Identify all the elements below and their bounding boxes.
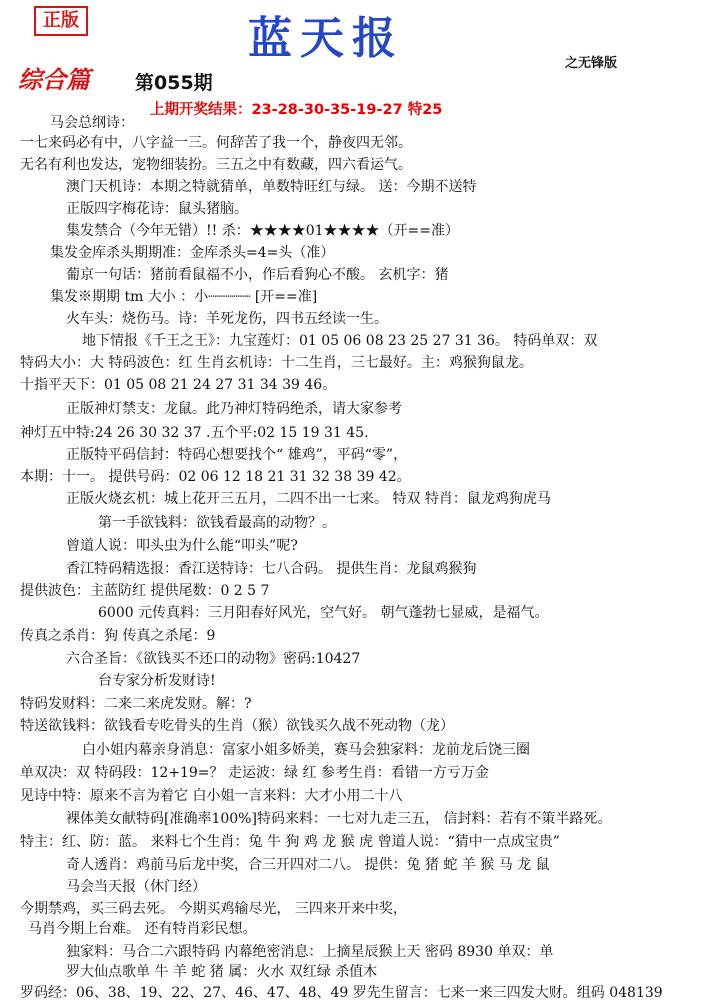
text-line: 传真之杀肖：狗 传真之杀尾：9 [20,628,216,644]
text-line: 特码发财料：二来二来虎发财。解：? [20,696,252,712]
text-line: 白小姐内幕亲身消息：富家小姐多娇美，赛马会独家料：龙前龙后饶三圈 [82,742,530,758]
text-line: 奇人透肖：鸡前马后龙中奖，合三开四对二八。 提供：兔 猪 蛇 羊 猴 马 龙 鼠 [66,857,550,873]
issue-number: 第055期 [135,72,213,94]
text-line: 裸体美女献特码[准确率100%]特码来料：一七对九走三五， 信封料：若有不策半路死。 [66,811,612,827]
text-line: 特送欲钱料：欲钱看专吃骨头的生肖（猴）欲钱买久战不死动物（龙） [20,718,454,734]
zhengban-badge: 正版 [34,6,88,36]
text-line: 本期：十一。 提供号码：02 06 12 18 21 31 32 38 39 42。 [20,469,411,485]
text-line: 澳门天机诗：本期之特就猜单，单数特旺红与绿。 送：今期不送特 [66,179,477,195]
text-line: 集发※期期 tm 大小 ：小┈┈┈┈┈ [开==准] [50,289,318,305]
text-line: 正版四字梅花诗：鼠头猪脑。 [66,201,248,217]
text-line: 罗码经：06、38、19、22、27、46、47、48、49 罗先生留言：七来一来三四发大财。组码 048139 [20,985,663,1001]
category-label: 综合篇 [18,65,90,94]
edition-label: 之无锋版 [565,56,618,71]
text-line: 特码大小：大 特码波色：红 生肖玄机诗：十二生肖，三七最好。主：鸡猴狗鼠龙。 [20,355,533,371]
text-line: 正版火烧玄机：城上花开三五月，二四不出一七来。 特双 特肖：鼠龙鸡狗虎马 [66,491,551,507]
text-line: 葡京一句话：猪前看鼠福不小，作后看狗心不酸。 玄机字：猪 [66,267,449,283]
text-line: 香江特码精选报：香江送特诗：七八合码。 提供生肖：龙鼠鸡猴狗 [66,561,477,577]
text-line: 曾道人说：叩头虫为什么能“叩头”呢? [66,538,298,554]
text-line: 无名有利也发达，宠物细装扮。三五之中有数藏，四六看运气。 [20,157,412,173]
text-line: 马肖今期上台难。 还有特肖彩民想。 [28,921,257,937]
text-line: 地下情报《千王之王》：九宝莲灯：01 05 06 08 23 25 27 31 36。 特码单双：双 [82,333,598,349]
text-line: 第一手欲钱料：欲钱看最高的动物？。 [98,515,336,531]
text-line: 今期禁鸡，买三码去死。 今期买鸡输尽光， 三四来开来中奖， [20,901,407,917]
text-line: 马会总纲诗： [50,115,134,131]
text-line: 神灯五中特:24 26 30 32 37 .五个平:02 15 19 31 45. [20,425,369,441]
text-line: 特主：红、防：蓝。 来料七个生肖：兔 牛 狗 鸡 龙 猴 虎 曾道人说：“猜中一点成宝贵” [20,834,560,850]
text-line: 集发禁合（今年无错）!! 杀：★★★★01★★★★（开==准） [66,223,459,239]
text-line: 正版神灯禁支：龙鼠。此乃神灯特码绝杀，请大家参考 [66,401,402,417]
text-line: 独家料：马合二六跟特码 内幕绝密消息：上摘星辰猴上天 密码 8930 单双：单 [66,944,554,960]
text-line: 一七来码必有中，八字益一三。何辞苦了我一个，静夜四无邻。 [20,135,412,151]
text-line: 正版特平码信封：特码心想要找个“ 雄鸡”，平码“零”， [66,447,408,463]
text-line: 马会当天报（休门经） [66,879,206,895]
text-line: 6000 元传真料：三月阳春好风光，空气好。 朝气蓬勃七显威，是福气。 [98,605,549,621]
text-line: 单双决：双 特码段：12+19=？ 走运波：绿 红 参考生肖：看错一方亏万金 [20,765,489,781]
text-line: 罗大仙点歌单 牛 羊 蛇 猪 属：火水 双红绿 杀值木 [66,964,378,980]
last-result: 上期开奖结果：23-28-30-35-19-27 特25 [150,102,443,118]
text-line: 十指平天下：01 05 08 21 24 27 31 34 39 46。 [20,377,337,393]
text-line: 台专家分析发财诗! [98,673,216,689]
text-line: 集发金库杀头期期准：金库杀头=4=头（准） [50,245,335,261]
text-line: 六合圣旨：《欲钱买不还口的动物》密码:10427 [66,651,361,667]
text-line: 见诗中特：原来不言为着它 白小姐一言来料：大才小用二十八 [20,788,403,804]
text-line: 火车头：烧伤马。诗：羊死龙伤，四书五经读一生。 [66,311,388,327]
newspaper-title: 蓝天报 [248,13,404,64]
text-line: 提供波色：主蓝防红 提供尾数：0 2 5 7 [20,583,270,599]
